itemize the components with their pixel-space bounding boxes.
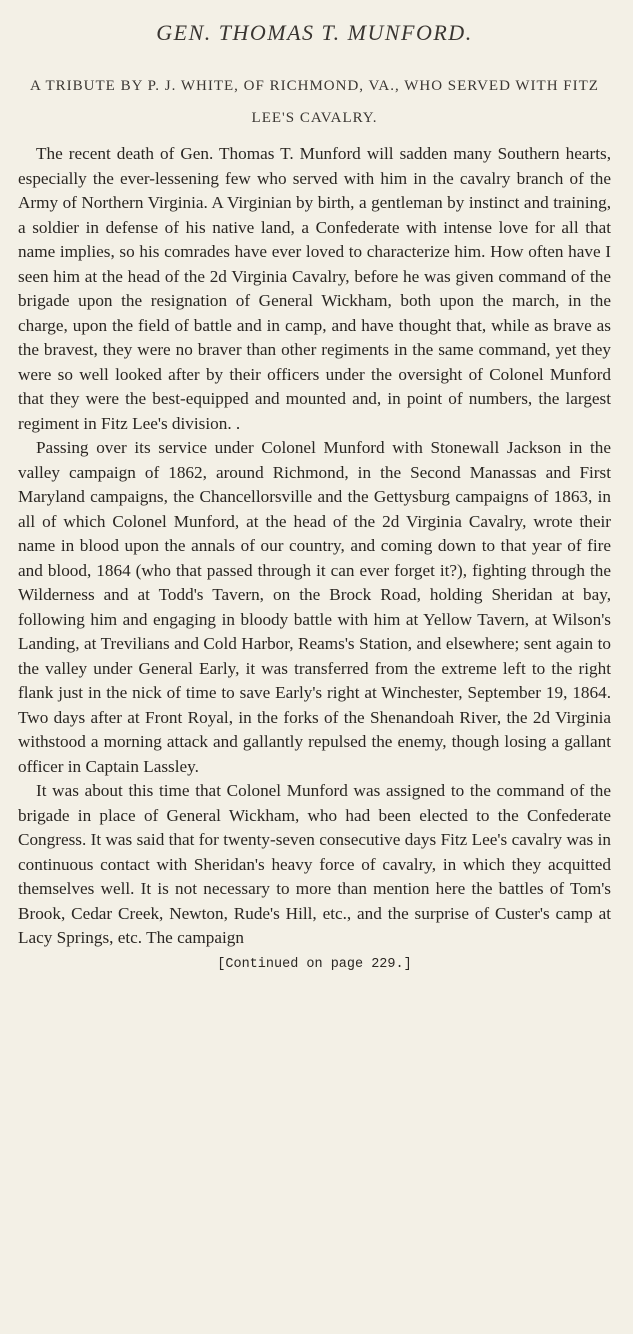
paragraph-2: Passing over its service under Colonel Munford with Stonewall Jackson in the valley campaign of 1862, around Richmond, in the Second Manassas and First Maryland campaigns, the Chancellorsville and the Gettysburg campaigns of 1863, in all of which Colonel Munford, at the head of the 2d Virginia Cavalry, wrote their name in blood upon the annals of our country, and coming down to that year of fire and blood, 1864 (who that passed through it can ever forget it?), fighting through the Wilderness and at Todd's Tavern, on the Brock Road, holding Sheridan at bay, following him and engaging in bloody battle with him at Yellow Tavern, at Wilson's Landing, at Trevilians and Cold Harbor, Reams's Station, and elsewhere; sent again to the valley under General Early, it was transferred from the extreme left to the right flank just in the nick of time to save Early's right at Winchester, September 19, 1864. Two days after at Front Royal, in the forks of the Shenandoah River, the 2d Virginia withstood a morning attack and gallantly repulsed the enemy, though losing a gallant officer in Captain Lassley. [18, 438, 611, 776]
article-title: GEN. THOMAS T. MUNFORD. [156, 20, 473, 45]
article-subtitle: A TRIBUTE BY P. J. WHITE, OF RICHMOND, VA., WHO SERVED WITH FITZ LEE'S CAVALRY. [30, 78, 599, 126]
continued-note: [Continued on page 229.] [217, 956, 412, 972]
article-body [18, 142, 611, 951]
paragraph-1: The recent death of Gen. Thomas T. Munford will sadden many Southern hearts, especially the ever-lessening few who served with him in the cavalry branch of the Army of Northern Virginia. A Virginian by birth, a gentleman by instinct and training, a soldier in defense of his native land, a Confederate with intense love for all that name implies, so his comrades have ever loved to characterize him. How often have I seen him at the head of the 2d Virginia Cavalry, before he was given command of the brigade upon the resignation of General Wickham, both upon the march, in the charge, upon the field of battle and in camp, and have thought that, while as brave as the bravest, they were no braver than other regiments in the same command, yet they were so well looked after by their officers under the oversight of Colonel Munford that they were the best-equipped and mounted and, in point of numbers, the largest regiment in Fitz Lee's division. . [18, 144, 611, 433]
paragraph-3: It was about this time that Colonel Munford was assigned to the command of the brigade in place of General Wickham, who had been elected to the Confederate Congress. It was said that for twenty-seven consecutive days Fitz Lee's cavalry was in continuous contact with Sheridan's heavy force of cavalry, in which they acquitted themselves well. It is not necessary to more than mention here the battles of Tom's Brook, Cedar Creek, Newton, Rude's Hill, etc., and the surprise of Custer's camp at Lacy Springs, etc. The campaign [18, 781, 611, 947]
